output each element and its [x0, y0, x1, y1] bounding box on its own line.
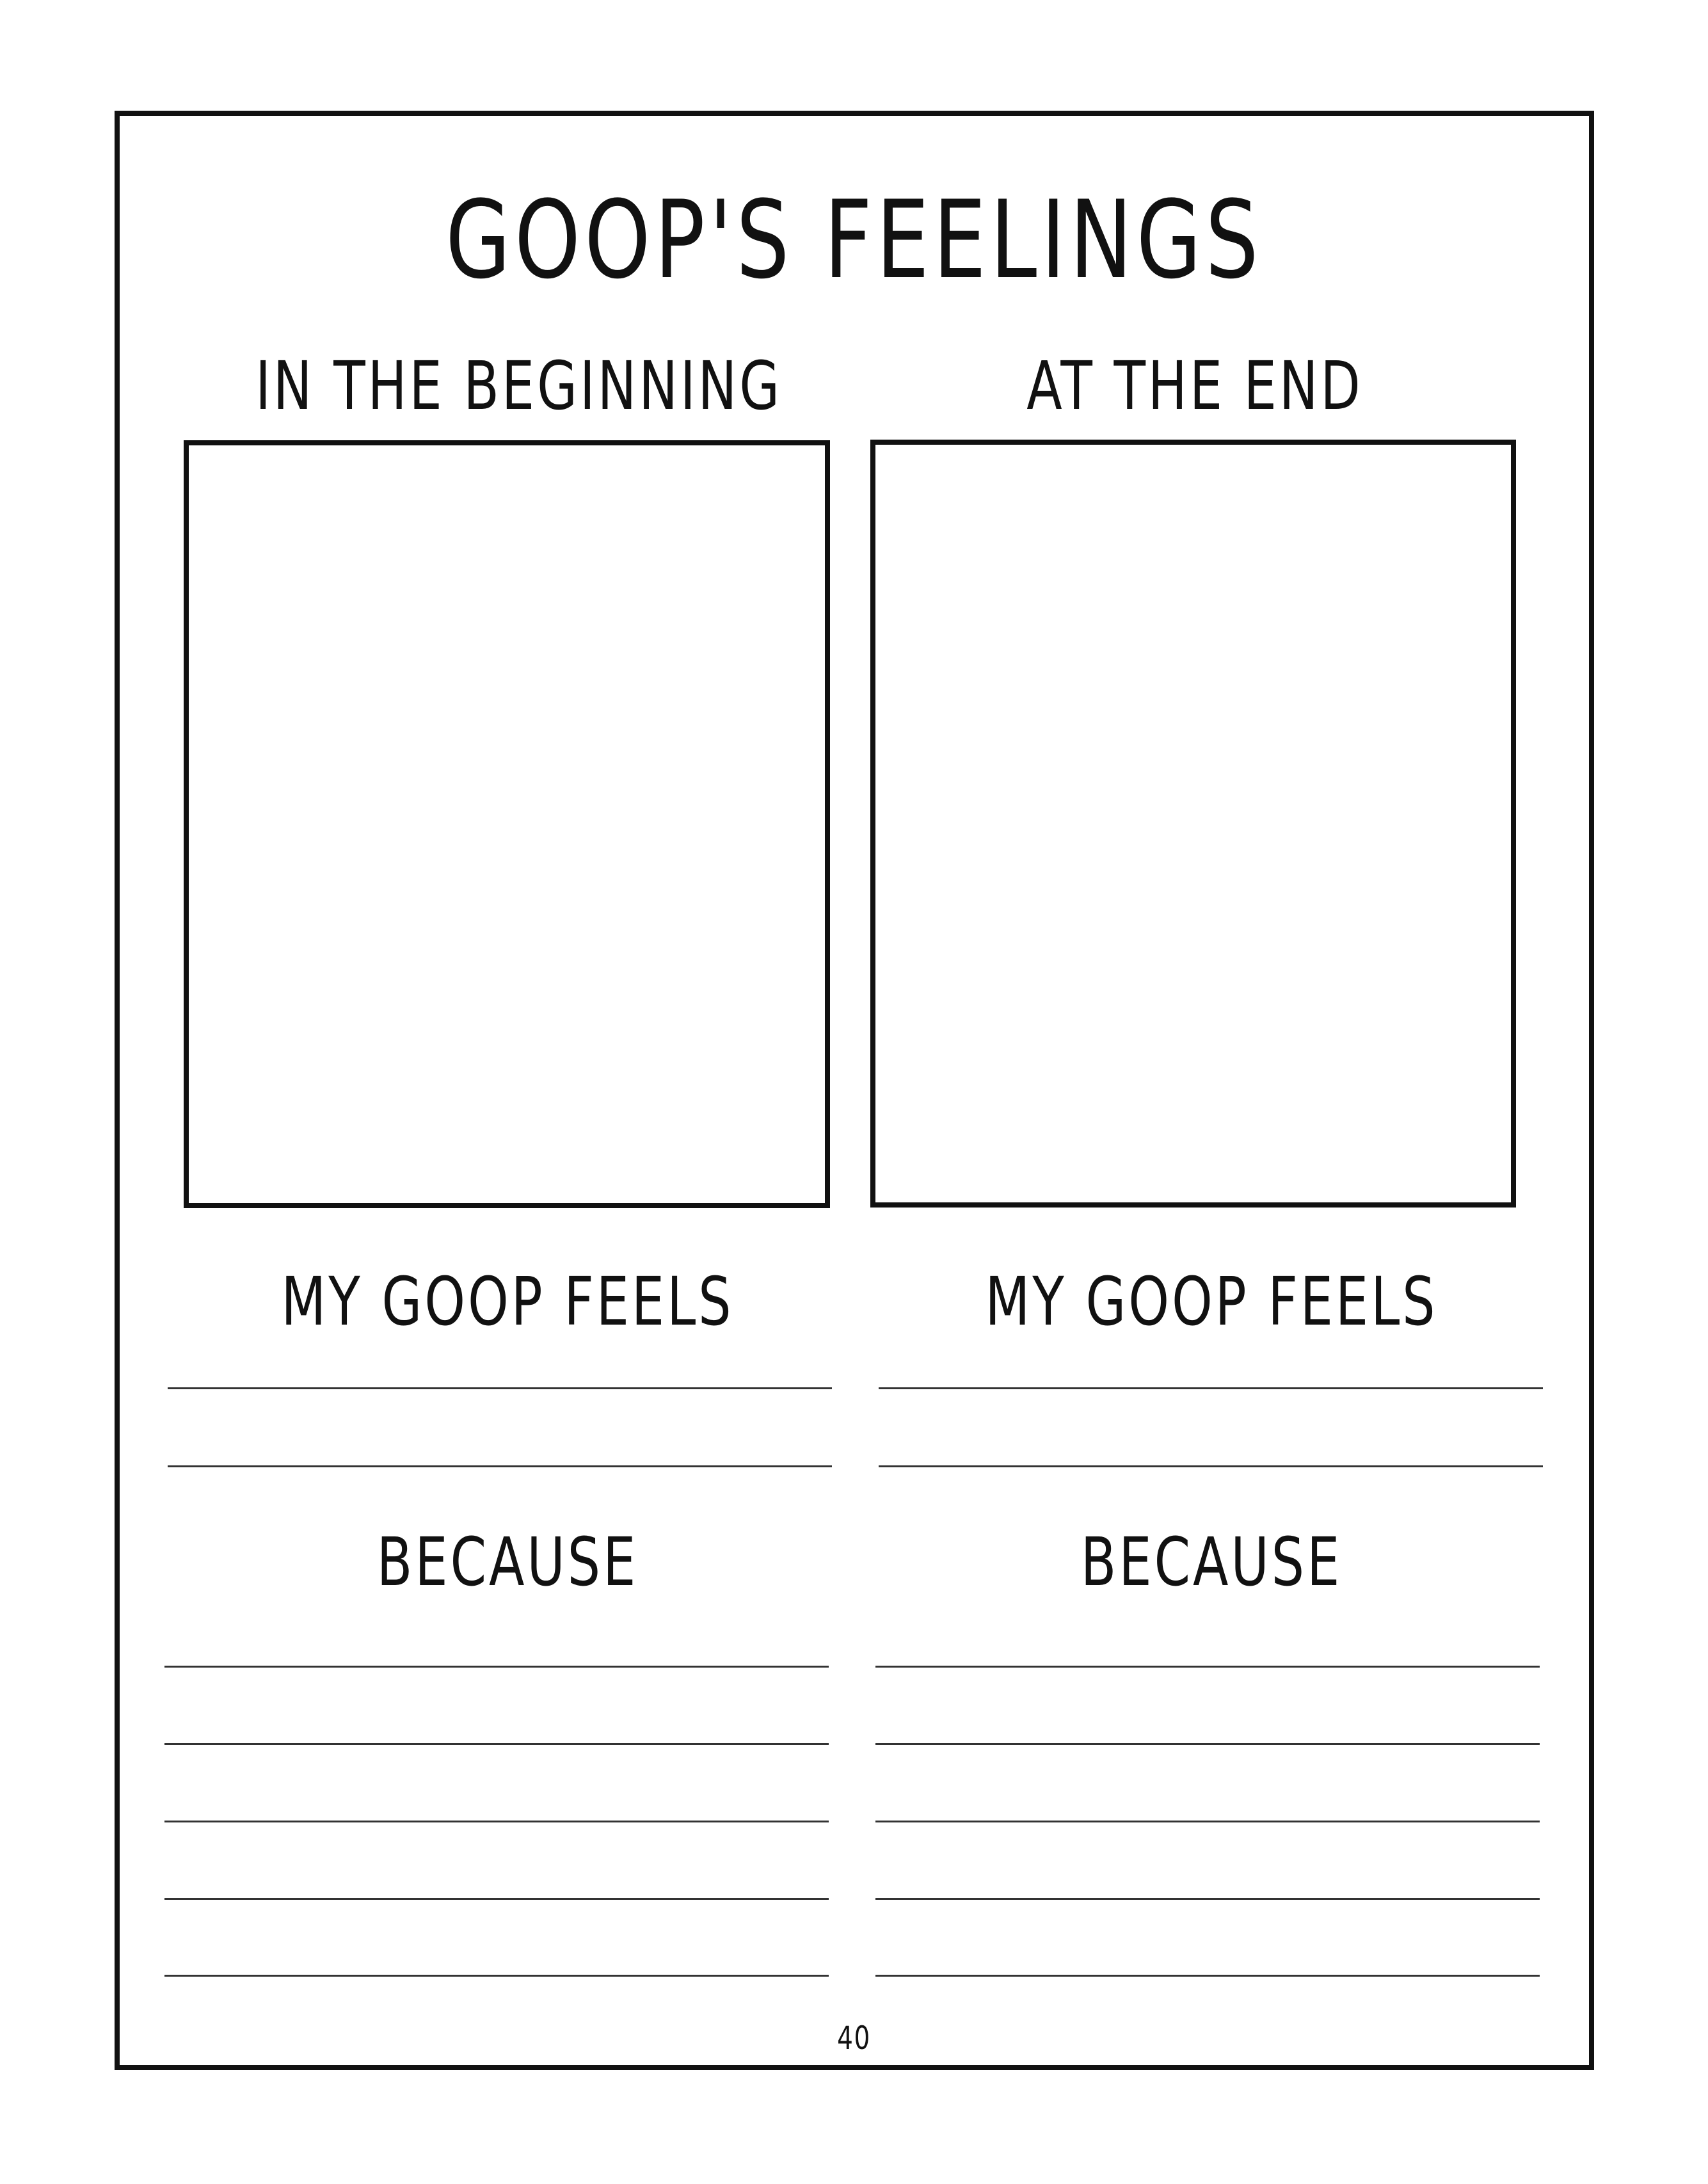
because-label-end: BECAUSE — [1080, 1523, 1343, 1601]
heading-in-the-beginning: IN THE BEGINNING — [255, 347, 783, 425]
feels-line-end-1[interactable] — [879, 1387, 1543, 1389]
page-number: 40 — [837, 2020, 871, 2057]
because-line-beginning-1[interactable] — [164, 1666, 829, 1668]
because-line-end-4[interactable] — [875, 1898, 1540, 1900]
because-line-beginning-5[interactable] — [164, 1975, 829, 1977]
page-title: GOOP'S FEELINGS — [445, 177, 1263, 303]
because-line-beginning-3[interactable] — [164, 1821, 829, 1822]
because-line-end-3[interactable] — [875, 1821, 1540, 1822]
feels-line-end-2[interactable] — [879, 1465, 1543, 1467]
feels-line-beginning-1[interactable] — [168, 1387, 832, 1389]
because-line-end-1[interactable] — [875, 1666, 1540, 1668]
because-line-end-2[interactable] — [875, 1743, 1540, 1745]
because-line-end-5[interactable] — [875, 1975, 1540, 1977]
because-label-beginning: BECAUSE — [376, 1523, 639, 1601]
feels-label-beginning: MY GOOP FEELS — [281, 1263, 734, 1341]
because-line-beginning-4[interactable] — [164, 1898, 829, 1900]
feels-label-end: MY GOOP FEELS — [985, 1263, 1438, 1341]
drawing-box-end[interactable] — [870, 440, 1516, 1208]
feels-line-beginning-2[interactable] — [168, 1465, 832, 1467]
drawing-box-beginning[interactable] — [184, 440, 830, 1208]
because-line-beginning-2[interactable] — [164, 1743, 829, 1745]
heading-at-the-end: AT THE END — [1026, 347, 1363, 425]
